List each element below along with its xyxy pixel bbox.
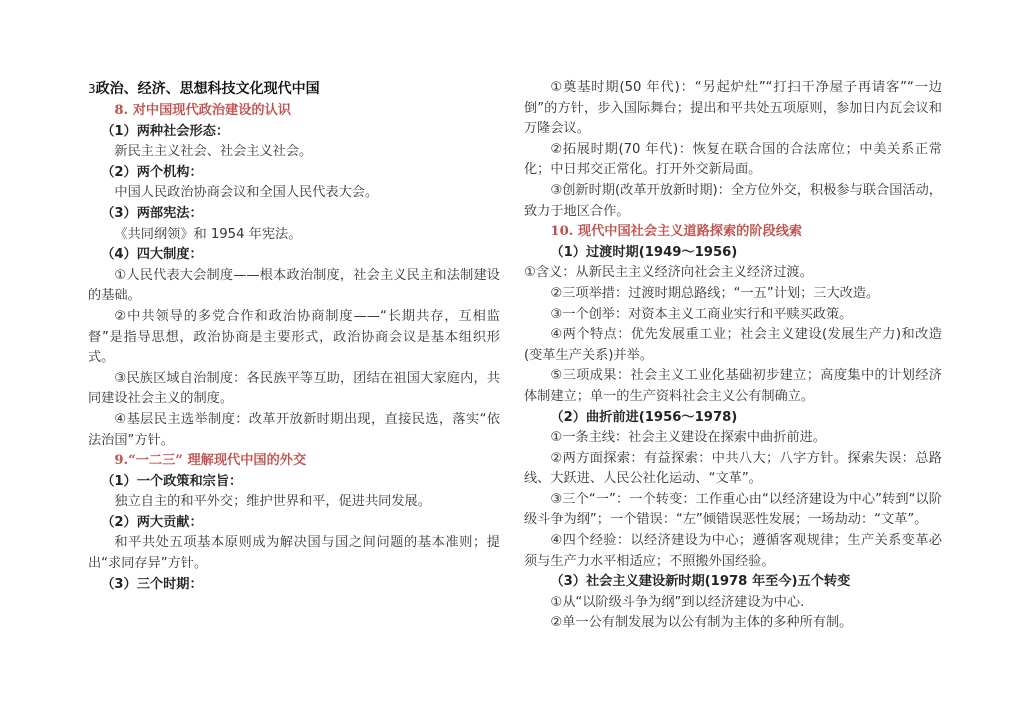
right-column [524, 78, 942, 634]
s10-3-heading: （3）社会主义建设新时期(1978 年至今)五个转变 [550, 574, 851, 590]
foreign-period-2: ②拓展时期(70 年代)：恢复在联合国的合法席位；中美关系正常化；中日邦交正常化。打开外交新局面。 [524, 141, 942, 178]
s10-1-para-2: ②三项举措：过渡时期总路线；“一五”计划；三大改造。 [550, 285, 880, 301]
s8-2-heading: （2）两个机构： [101, 164, 203, 180]
s8-4-para-4: ④基层民主选举制度：改革开放新时期出现，直接民选，落实“依法治国”方针。 [88, 411, 500, 448]
s9-1-heading: （1）一个政策和宗旨： [101, 473, 243, 489]
section-8-title: 8. 对中国现代政治建设的认识 [114, 103, 291, 118]
s8-3-body: 《共同纲领》和 1954 年宪法。 [114, 226, 302, 242]
s8-4-para-1: ①人民代表大会制度——根本政治制度，社会主义民主和法制建设的基础。 [88, 267, 500, 304]
s8-4-para-3: ③民族区域自治制度：各民族平等互助，团结在祖国大家庭内，共同建设社会主义的制度。 [88, 370, 500, 407]
s10-2-para-1: ①一条主线：社会主义建设在探索中曲折前进。 [550, 430, 826, 446]
left-column [88, 78, 500, 595]
s10-1-heading: （1）过渡时期(1949～1956) [550, 244, 738, 260]
s10-2-para-4: ④四个经验：以经济建设为中心；遵循客观规律；生产关系变革必须与生产力水平相适应；不照搬外国经验。 [524, 533, 942, 569]
s8-3-heading: （3）两部宪法： [101, 205, 203, 221]
s8-4-heading: （4）四大制度： [101, 247, 203, 263]
s10-1-para-1: ①含义：从新民主主义经济向社会主义经济过渡。 [524, 265, 813, 281]
s10-3-para-2: ②单一公有制发展为以公有制为主体的多种所有制。 [550, 615, 853, 631]
s9-2-body: 和平共处五项基本原则成为解决国与国之间问题的基本准则；提出“求同存异”方针。 [88, 535, 500, 572]
section-9-title: 9.“一二三” 理解现代中国的外交 [114, 453, 307, 469]
foreign-period-1: ①奠基时期(50 年代)：“另起炉灶”“打扫干净屋子再请客”“一边倒”的方针，步入国际舞台；提出和平共处五项原则，参加日内瓦会议和万隆会议。 [524, 80, 942, 137]
section-10-title: 10. 现代中国社会主义道路探索的阶段线索 [550, 224, 803, 240]
title-number: 3 [88, 82, 96, 96]
s9-1-body: 独立自主的和平外交；维护世界和平，促进共同发展。 [114, 494, 431, 510]
title-text: 政治、经济、思想科技文化现代中国 [95, 81, 320, 97]
s10-1-para-3: ③一个创举：对资本主义工商业实行和平赎买政策。 [550, 306, 853, 322]
s10-2-heading: （2）曲折前进(1956～1978) [550, 409, 738, 425]
s9-2-heading: （2）两大贡献： [101, 514, 203, 530]
page-title [88, 78, 500, 101]
s10-2-para-2: ②两方面探索：有益探索：中共八大；八字方针。探索失误：总路线、大跃进、人民公社化运动、“文革”。 [524, 450, 942, 487]
s10-2-para-3: ③三个“一”：一个转变：工作重心由“以经济建设为中心”转到“以阶级斗争为纲”；一个错误：“左”倾错误恶性发展；一场劫动：“文革”。 [524, 491, 942, 528]
s8-1-body: 新民主主义社会、社会主义社会。 [114, 144, 313, 160]
s10-1-para-5: ⑤三项成果：社会主义工业化基础初步建立；高度集中的计划经济体制建立；单一的生产资料社会主义公有制确立。 [524, 368, 942, 404]
s10-1-para-4: ④两个特点：优先发展重工业；社会主义建设(发展生产力)和改造(变革生产关系)并举。 [524, 327, 942, 363]
s8-4-para-2: ②中共领导的多党合作和政治协商制度——“长期共存，互相监督”是指导思想，政治协商是主要形式，政治协商会议是基本组织形式。 [88, 308, 500, 366]
s8-2-body: 中国人民政治协商会议和全国人民代表大会。 [114, 185, 379, 201]
s10-3-para-1: ①从“以阶级斗争为纲”到以经济建设为中心. [550, 594, 805, 610]
s8-1-heading: （1）两种社会形态： [101, 123, 230, 139]
foreign-period-3: ③创新时期(改革开放新时期)：全方位外交，积极参与联合国活动，致力于地区合作。 [524, 182, 942, 219]
s9-3-heading: （3）三个时期： [101, 576, 203, 592]
